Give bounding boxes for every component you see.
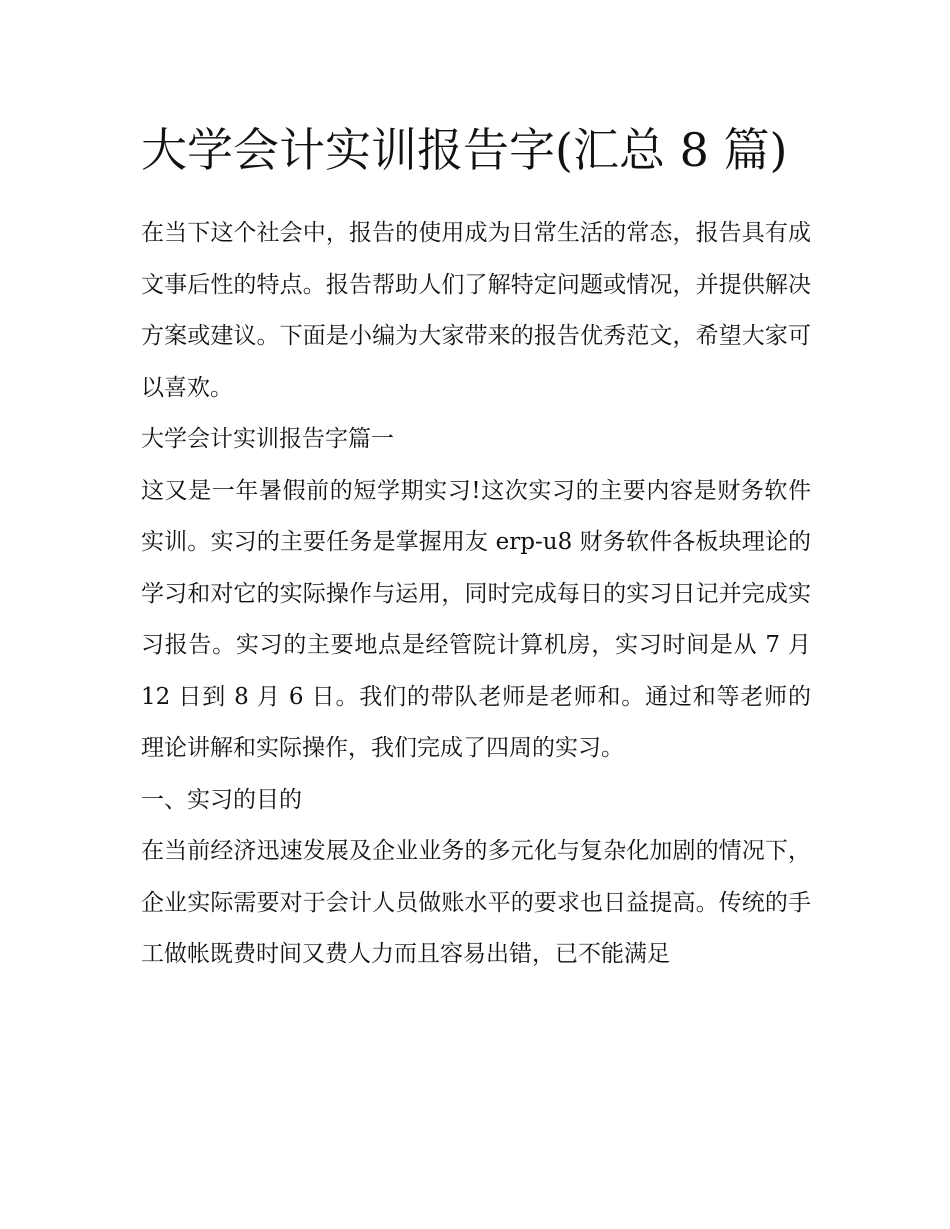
document-page <box>141 112 811 981</box>
document-title: 大学会计实训报告字(汇总 8 篇) <box>141 123 788 177</box>
document-body <box>141 208 811 981</box>
intro-paragraph: 在当下这个社会中，报告的使用成为日常生活的常态，报告具有成文事后性的特点。报告帮助人们了解特定问题或情况，并提供解决方案或建议。下面是小编为大家带来的报告优秀范文，希望大家可以喜欢。 <box>141 220 811 401</box>
body-paragraph: 这又是一年暑假前的短学期实习!这次实习的主要内容是财务软件实训。实习的主要任务是掌握用友 erp-u8 财务软件各板块理论的学习和对它的实际操作与运用，同时完成每日的实习日记并完成实习报告。实习的主要地点是经管院计算机房，实习时间是从 7 月 12 日到 8 月 6 日。我们的带队老师是老师和。通过和等老师的理论讲解和实际操作，我们完成了四周的实习。 <box>141 477 811 761</box>
body-paragraph: 在当前经济迅速发展及企业业务的多元化与复杂化加剧的情况下，企业实际需要对于会计人员做账水平的要求也日益提高。传统的手工做帐既费时间又费人力而且容易出错，已不能满足 <box>141 838 811 967</box>
section-heading-purpose: 一、实习的目的 <box>141 786 302 813</box>
section-heading-part-one: 大学会计实训报告字篇一 <box>141 426 394 452</box>
